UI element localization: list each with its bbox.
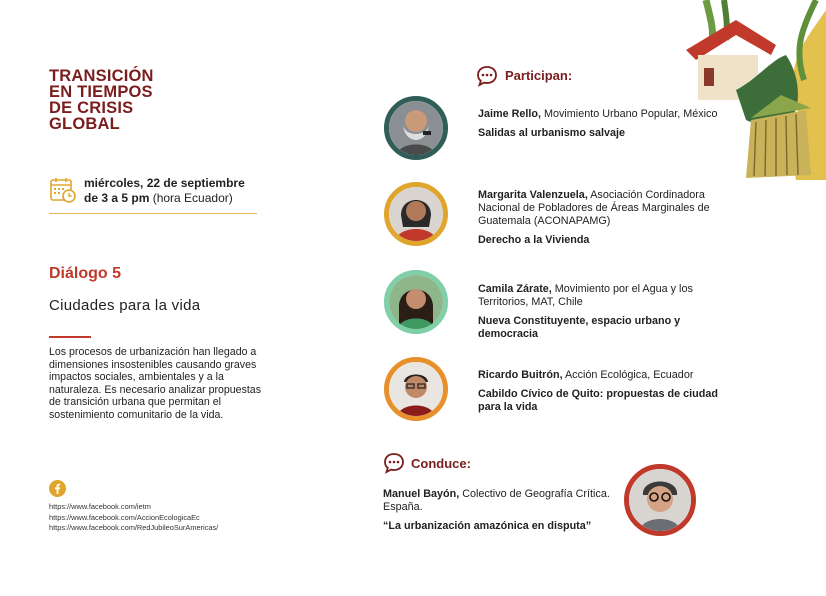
time-bold: de 3 a 5 pm	[84, 191, 150, 205]
avatar	[384, 357, 448, 421]
portrait-photo	[389, 187, 443, 241]
participant-affiliation: Asociación Cordinadora Nacional de Pobladores de Áreas Marginales de Guatemala (ACONAPAMG)	[478, 189, 710, 227]
participant-name: Jaime Rello,	[478, 108, 542, 120]
chat-bubble-icon	[476, 65, 498, 87]
participant-info	[478, 283, 738, 341]
participant-info	[478, 189, 738, 247]
moderator-affiliation: Colectivo de Geografía Crítica. España.	[383, 488, 610, 513]
calendar-clock-icon	[49, 176, 77, 204]
participant-affiliation: Movimiento por el Agua y los Territorios, MAT, Chile	[478, 283, 693, 308]
participant-name: Camila Zárate,	[478, 283, 552, 295]
dialog-number: Diálogo 5	[49, 265, 122, 282]
dialog-title: Ciudades para la vida	[49, 297, 201, 314]
participant-topic: Salidas al urbanismo salvaje	[478, 127, 626, 139]
title-line: TRANSICIÓN	[49, 67, 154, 85]
avatar	[384, 182, 448, 246]
portrait-photo	[389, 101, 443, 155]
event-date	[84, 176, 264, 206]
title-line: GLOBAL	[49, 115, 120, 133]
social-link[interactable]: https://www.facebook.com/AccionEcologicaEc	[49, 512, 200, 522]
participant-name: Ricardo Buitrón,	[478, 369, 563, 381]
avatar	[384, 96, 448, 160]
participants-label: Participan:	[505, 68, 573, 83]
event-title	[49, 68, 249, 132]
participant-topic: Nueva Constituyente, espacio urbano y democracia	[478, 315, 681, 340]
moderator-topic: “La urbanización amazónica en disputa”	[383, 520, 592, 532]
divider	[49, 213, 257, 214]
participant-affiliation: Acción Ecológica, Ecuador	[562, 369, 694, 381]
participant-affiliation: Movimiento Urbano Popular, México	[541, 108, 718, 120]
social-link[interactable]: https://www.facebook.com/ietm	[49, 502, 151, 511]
facebook-icon[interactable]	[49, 480, 66, 497]
moderator-info	[383, 488, 613, 533]
social-links	[49, 502, 218, 534]
portrait-photo	[389, 275, 443, 329]
dialog-description: Los procesos de urbanización han llegado a dimensiones insostenibles causando graves impactos sociales, ambientales y a la naturaleza. Es necesario analizar propuestas de transición urbana que permitan el sostenimiento comunitario de la vida.	[49, 346, 261, 421]
divider	[49, 336, 91, 338]
moderator-name: Manuel Bayón,	[383, 488, 460, 500]
time-note: (hora Ecuador)	[149, 191, 233, 205]
avatar	[624, 464, 696, 536]
title-line: DE CRISIS	[49, 99, 134, 117]
participant-name: Margarita Valenzuela,	[478, 189, 588, 201]
participant-topic: Derecho a la Vivienda	[478, 234, 590, 246]
social-link[interactable]: https://www.facebook.com/RedJubileoSurAmericas/	[49, 523, 219, 533]
participant-topic: Cabildo Cívico de Quito: propuestas de ciudad para la vida	[478, 388, 718, 413]
avatar	[384, 270, 448, 334]
participant-info	[478, 369, 738, 414]
portrait-photo	[389, 362, 443, 416]
chat-bubble-icon	[383, 452, 405, 474]
moderator-label: Conduce:	[411, 456, 471, 471]
house-plants-illustration	[676, 0, 826, 180]
participant-info	[478, 108, 738, 140]
title-line: EN TIEMPOS	[49, 83, 153, 101]
portrait-photo	[629, 469, 691, 531]
date-line: miércoles, 22 de septiembre	[84, 176, 245, 190]
